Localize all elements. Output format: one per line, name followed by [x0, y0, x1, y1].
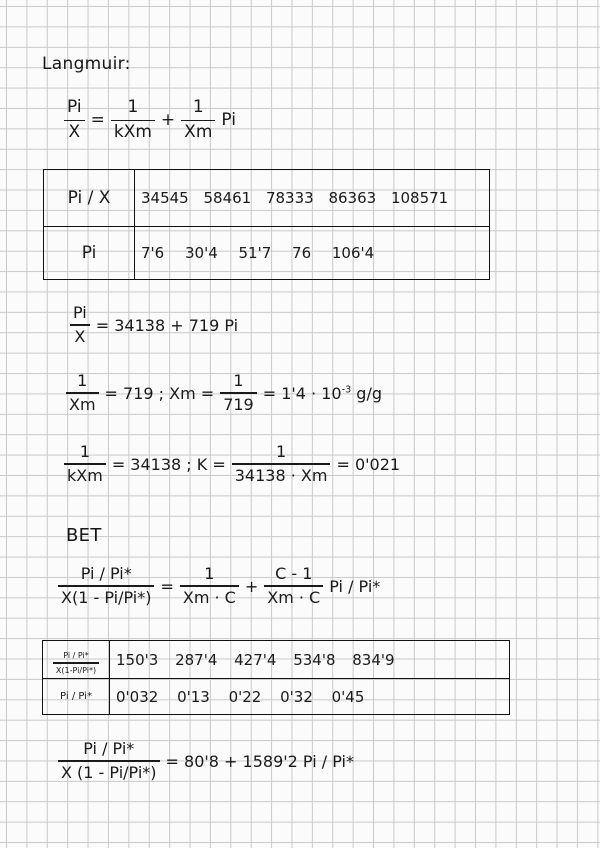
table-row — [44, 170, 490, 227]
bet-row-label-2: Pi / Pi* — [43, 679, 110, 715]
bet-row-values-2: 0'032 0'13 0'22 0'32 0'45 — [110, 679, 510, 715]
table-row — [43, 641, 510, 679]
langmuir-lhs-fraction: $\frac{Pi}{X}$ — [64, 98, 85, 142]
bet-row-values-1: 150'3 287'4 427'4 534'8 834'9 — [110, 641, 510, 679]
langmuir-term1-fraction: $\frac{1}{\text{kXm}}$ — [111, 98, 155, 142]
bet-row-label-1: $\frac{Pi / Pi*}{X(1-Pi/Pi*)}$ — [43, 641, 110, 679]
bet-data-table — [42, 640, 510, 715]
row-values-pi-over-x: 34545 58461 78333 86363 108571 — [135, 170, 490, 227]
row-label-pi: Pi — [44, 227, 135, 280]
bet-equation: $\frac{Pi / Pi*}{X(1 - Pi/Pi*)}$ = $\frac{1}{Xm \cdot C}$ + $\frac{C - 1}{Xm \cdot C}$ Pi / Pi* — [58, 565, 386, 607]
langmuir-term2-fraction: $\frac{1}{Xm}$ — [181, 98, 215, 142]
k-equation: $\frac{1}{\text{kXm}}$ = 34138 ; K = $\frac{1}{34138 \cdot Xm}$ = 0'021 — [64, 443, 406, 485]
langmuir-fit-equation: $\frac{Pi}{X}$ = 34138 + 719 Pi — [70, 304, 244, 346]
row-values-pi: 7'6 30'4 51'7 76 106'4 — [135, 227, 490, 280]
table-row — [43, 679, 510, 715]
langmuir-equation: $\frac{Pi}{X}$ = $\frac{1}{\text{kXm}}$ + $\frac{1}{Xm}$ Pi — [64, 98, 242, 142]
page-title: Langmuir: — [42, 54, 131, 74]
bet-title: BET — [66, 525, 102, 546]
table-row — [44, 227, 490, 280]
row-label-pi-over-x: Pi / X — [44, 170, 135, 227]
xm-equation: $\frac{1}{Xm}$ = 719 ; Xm = $\frac{1}{719}$ = $1'4 \cdot 10^{-3}$ g/g — [66, 372, 388, 414]
bet-fit-equation: $\frac{Pi / Pi*}{X (1 - Pi/Pi*)}$ = 80'8 + 1589'2 Pi / Pi* — [58, 740, 360, 782]
langmuir-data-table — [43, 169, 490, 280]
